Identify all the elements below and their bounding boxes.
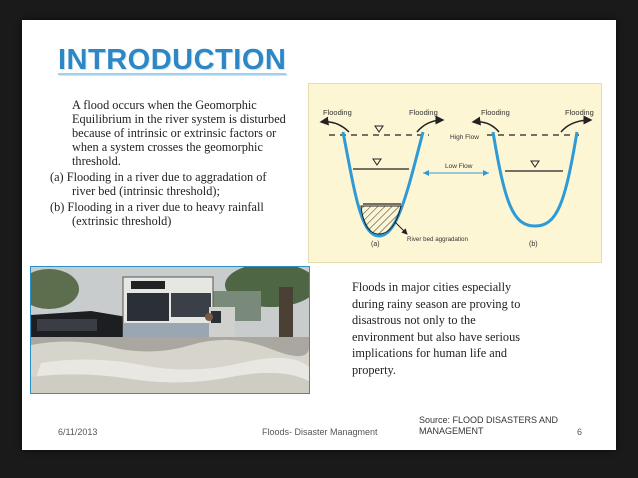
flooding-label: Flooding	[323, 108, 352, 117]
intro-line: Equilibrium in the river system is disturbed	[72, 112, 286, 126]
caption-line: disastrous not only to the	[352, 313, 476, 327]
flood-diagram-svg	[309, 84, 601, 262]
flood-photo	[30, 266, 310, 394]
aggradation-pointer	[395, 222, 407, 234]
list-item-a	[50, 170, 312, 198]
flood-photo-svg	[31, 267, 309, 393]
overflow-arrow	[321, 122, 349, 132]
caption-line: during rainy season are proving to	[352, 296, 521, 311]
overflow-arrow	[473, 122, 499, 132]
overflow-arrow	[417, 120, 443, 132]
list-text: Flooding in a river due to heavy rainfall	[67, 200, 264, 214]
intro-line: when a system crosses the geomorphic	[72, 140, 263, 154]
list-text: Flooding in a river due to aggradation of	[66, 170, 267, 184]
footer-source	[419, 415, 559, 437]
flooding-label: Flooding	[481, 108, 510, 117]
flood-diagram	[308, 83, 602, 263]
caption-text	[352, 279, 572, 378]
source-line: MANAGEMENT	[419, 426, 484, 436]
flooding-label: Flooding	[409, 108, 438, 117]
intro-text-block	[50, 98, 312, 228]
intro-paragraph	[58, 98, 312, 168]
overflow-arrow	[561, 120, 591, 132]
water-level-icon	[375, 126, 383, 132]
footer-title: Floods- Disaster Managment	[262, 427, 378, 437]
caption-line: Floods in major cities especially	[352, 280, 512, 294]
low-flow-label: Low Flow	[445, 163, 473, 170]
list-label: (a)	[50, 170, 64, 184]
panel-b-label: (b)	[529, 241, 538, 248]
water-level-icon	[531, 161, 539, 167]
list-text: (extrinsic threshold)	[72, 214, 172, 228]
caption-line: implications for human life and	[352, 346, 508, 360]
intro-line: threshold.	[72, 154, 121, 168]
intro-line: because of intrinsic or extrinsic factors or	[72, 126, 277, 140]
list-label: (b)	[50, 200, 65, 214]
aggradation-label: River bed aggradation	[407, 236, 468, 243]
source-line: Source: FLOOD DISASTERS AND	[419, 415, 559, 425]
slide-title: INTRODUCTION	[58, 44, 287, 76]
list-item-b	[50, 200, 312, 228]
slide	[22, 20, 616, 450]
high-flow-label: High Flow	[450, 134, 479, 141]
caption-line: property.	[352, 362, 396, 377]
footer-date: 6/11/2013	[58, 427, 98, 437]
water-level-icon	[373, 159, 381, 165]
panel-a-label: (a)	[371, 241, 380, 248]
flooding-label: Flooding	[565, 108, 594, 117]
list-text: river bed (intrinsic threshold);	[72, 184, 220, 198]
intro-line: A flood occurs when the Geomorphic	[72, 98, 257, 112]
channel-b	[493, 132, 577, 226]
page-number: 6	[577, 427, 583, 437]
caption-line: environment but also have serious	[352, 329, 521, 344]
